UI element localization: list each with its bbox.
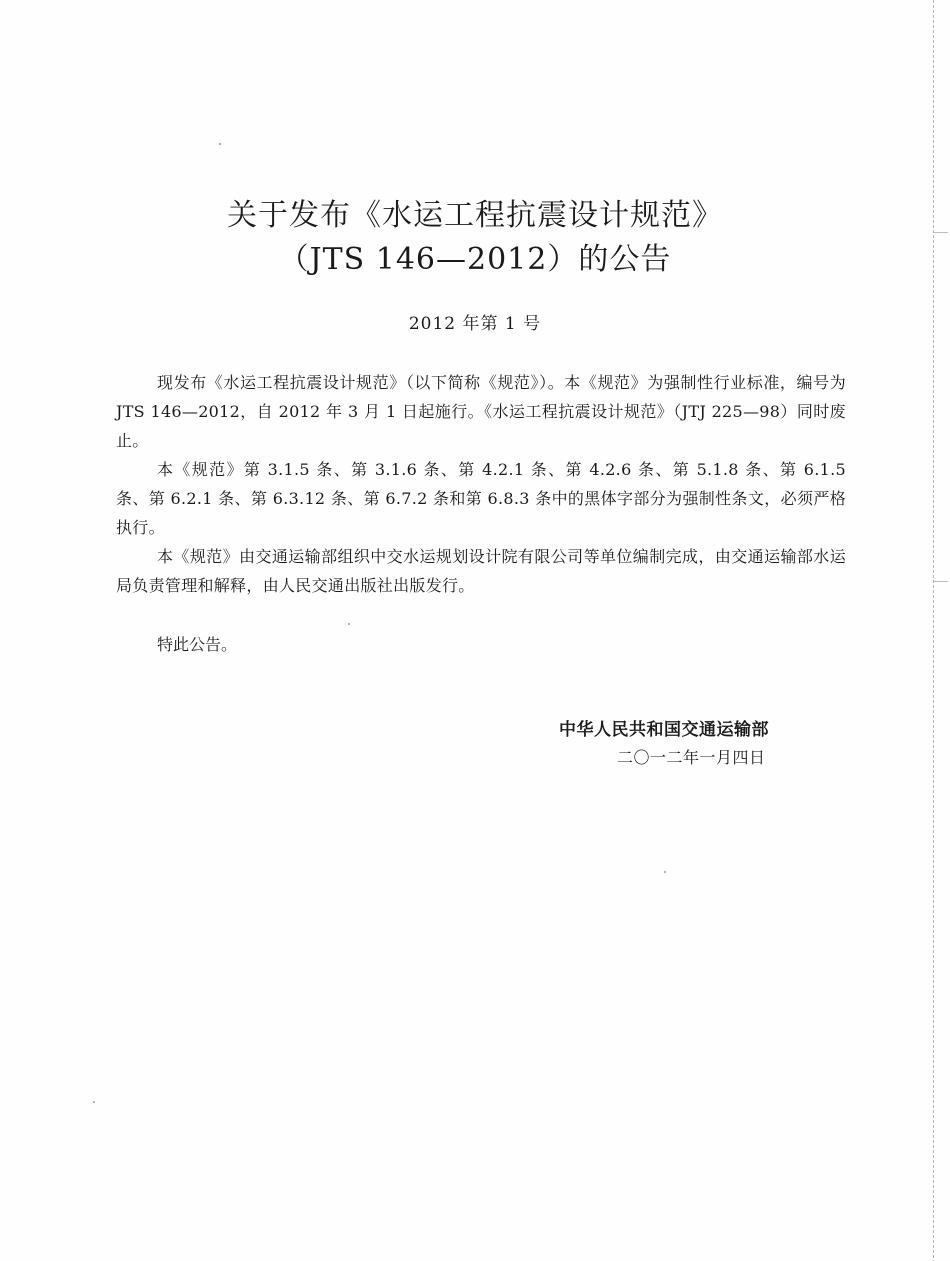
- closing-remark: 特此公告。: [157, 635, 238, 654]
- body-paragraph-2: [116, 455, 846, 542]
- issue-date: 二〇一二年一月四日: [617, 748, 766, 767]
- body-paragraph-1: [116, 368, 846, 455]
- paragraph-text: 本《规范》第 3.1.5 条、第 3.1.6 条、第 4.2.1 条、第 4.2.6 条、第 5.1.8 条、第 6.1.5 条、第 6.2.1 条、第 6.3.12 条、第 6.7.2 条和第 6.8.3 条中的黑体字部分为强制性条文，必须严格执行。: [116, 460, 846, 537]
- scan-edge-line: [933, 0, 934, 1261]
- paragraph-text: 本《规范》由交通运输部组织中交水运规划设计院有限公司等单位编制完成，由交通运输部水运局负责管理和解释，由人民交通出版社出版发行。: [116, 547, 846, 595]
- scan-speck: [664, 871, 666, 873]
- paragraph-text: 现发布《水运工程抗震设计规范》（以下简称《规范》）。本《规范》为强制性行业标准，编号为 JTS 146—2012，自 2012 年 3 月 1 日起施行。《水运工程抗震设计规范》（JTJ 225—98）同时废止。: [116, 373, 846, 450]
- scan-speck: [93, 1101, 95, 1103]
- announcement-title-line-2: （JTS 146—2012）的公告: [278, 242, 672, 277]
- scan-speck: [219, 143, 221, 145]
- issuing-authority: 中华人民共和国交通运输部: [559, 720, 769, 740]
- announcement-title-line-1: 关于发布《水运工程抗震设计规范》: [227, 198, 723, 233]
- scan-speck: [348, 623, 350, 625]
- body-paragraph-3: [116, 542, 846, 600]
- scan-edge-tick: [934, 581, 948, 582]
- document-number: 2012 年第 1 号: [408, 314, 542, 334]
